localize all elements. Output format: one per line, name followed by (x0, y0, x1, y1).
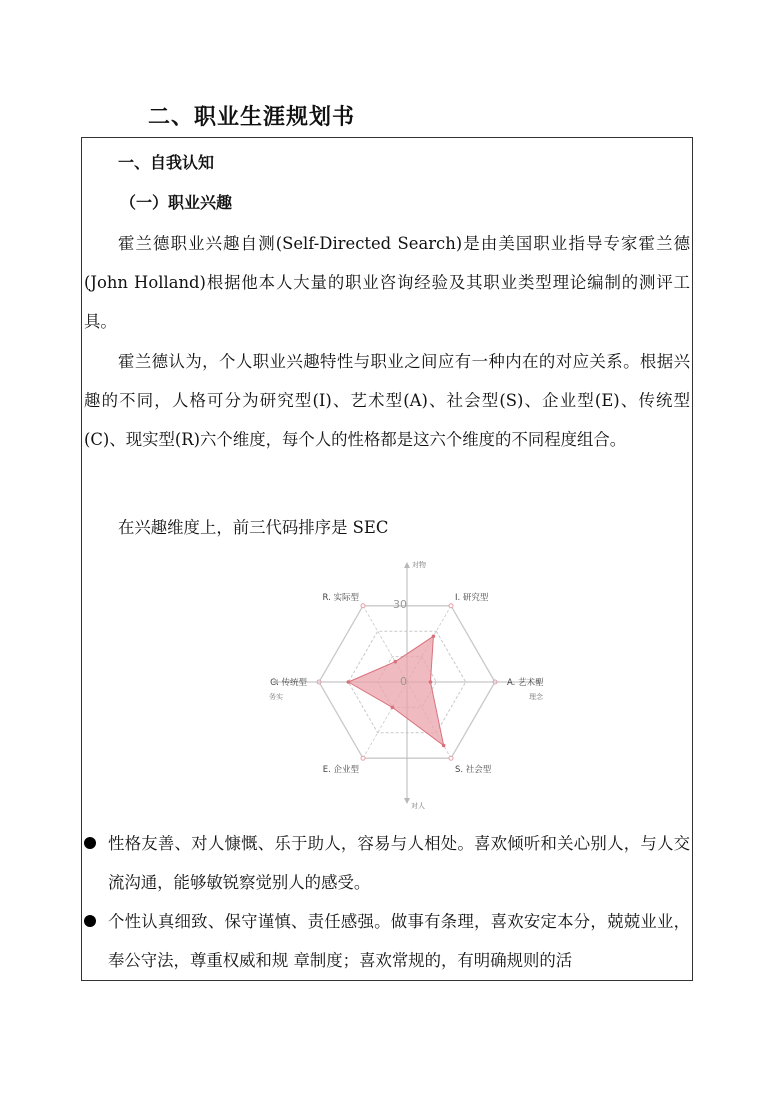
radar-vertex-marker (361, 604, 365, 608)
holland-radar-chart (262, 558, 552, 810)
axis-label-right: 理念 (529, 693, 543, 701)
radar-data-point (347, 680, 351, 684)
radar-category-label: R. 实际型 (322, 592, 359, 603)
radar-category-label: I. 研究型 (455, 592, 489, 603)
bullet-text: 个性认真细致、保守谨慎、责任感强。做事有条理，喜欢安定本分，兢兢业业，奉公守法，尊重权威和规 章制度；喜欢常规的，有明确规则的活 (108, 912, 690, 970)
radar-vertex-marker (449, 756, 453, 760)
axis-label-top: 对物 (412, 561, 426, 569)
intro-paragraph: 霍兰德职业兴趣自测(Self-Directed Search)是由美国职业指导专家霍兰德(John Holland)根据他本人大量的职业咨询经验及其职业类型理论编制的测评工具。 (84, 234, 690, 331)
radar-data-area (348, 636, 443, 745)
tick-label-zero: 0 (400, 675, 407, 688)
section-heading: 一、自我认知 (118, 153, 215, 172)
radar-data-point (393, 660, 397, 664)
radar-data-point (391, 706, 395, 710)
radar-category-label: A. 艺术型 (507, 678, 544, 688)
arrow-up-icon (404, 562, 410, 568)
code-paragraph: 在兴趣维度上，前三代码排序是 SEC (118, 518, 389, 537)
radar-data-point (442, 744, 446, 748)
arrow-down-icon (404, 798, 410, 804)
radar-category-label: E. 企业型 (322, 765, 359, 776)
bullet-text: 性格友善、对人慷慨、乐于助人，容易与人相处。喜欢倾听和关心别人，与人交流沟通，能够敏锐察觉别人的感受。 (108, 834, 690, 892)
bullet-dot-icon (84, 915, 96, 927)
bullet-dot-icon (84, 837, 96, 849)
radar-vertex-marker (361, 756, 365, 760)
radar-category-label: S. 社会型 (455, 765, 492, 776)
theory-paragraph: 霍兰德认为，个人职业兴趣特性与职业之间应有一种内在的对应关系。根据兴趣的不同，人格可分为研究型(I)、艺术型(A)、社会型(S)、企业型(E)、传统型(C)、现实型(R)六个维度，每个人的性格都是这六个维度的不同程度组合。 (84, 352, 690, 449)
radar-data-point (429, 680, 433, 684)
tick-label-max: 30 (393, 598, 407, 611)
radar-vertex-marker (449, 604, 453, 608)
radar-data-point (432, 634, 436, 638)
document-title: 二、职业生涯规划书 (148, 105, 356, 130)
subsection-heading: （一）职业兴趣 (120, 193, 233, 212)
axis-label-left: 务实 (269, 693, 283, 701)
bullet-item (84, 902, 690, 980)
bullet-item (84, 824, 690, 902)
axis-label-bottom: 对人 (411, 802, 425, 810)
trait-bullet-list (84, 824, 690, 980)
radar-category-label: C. 传统型 (270, 678, 307, 688)
